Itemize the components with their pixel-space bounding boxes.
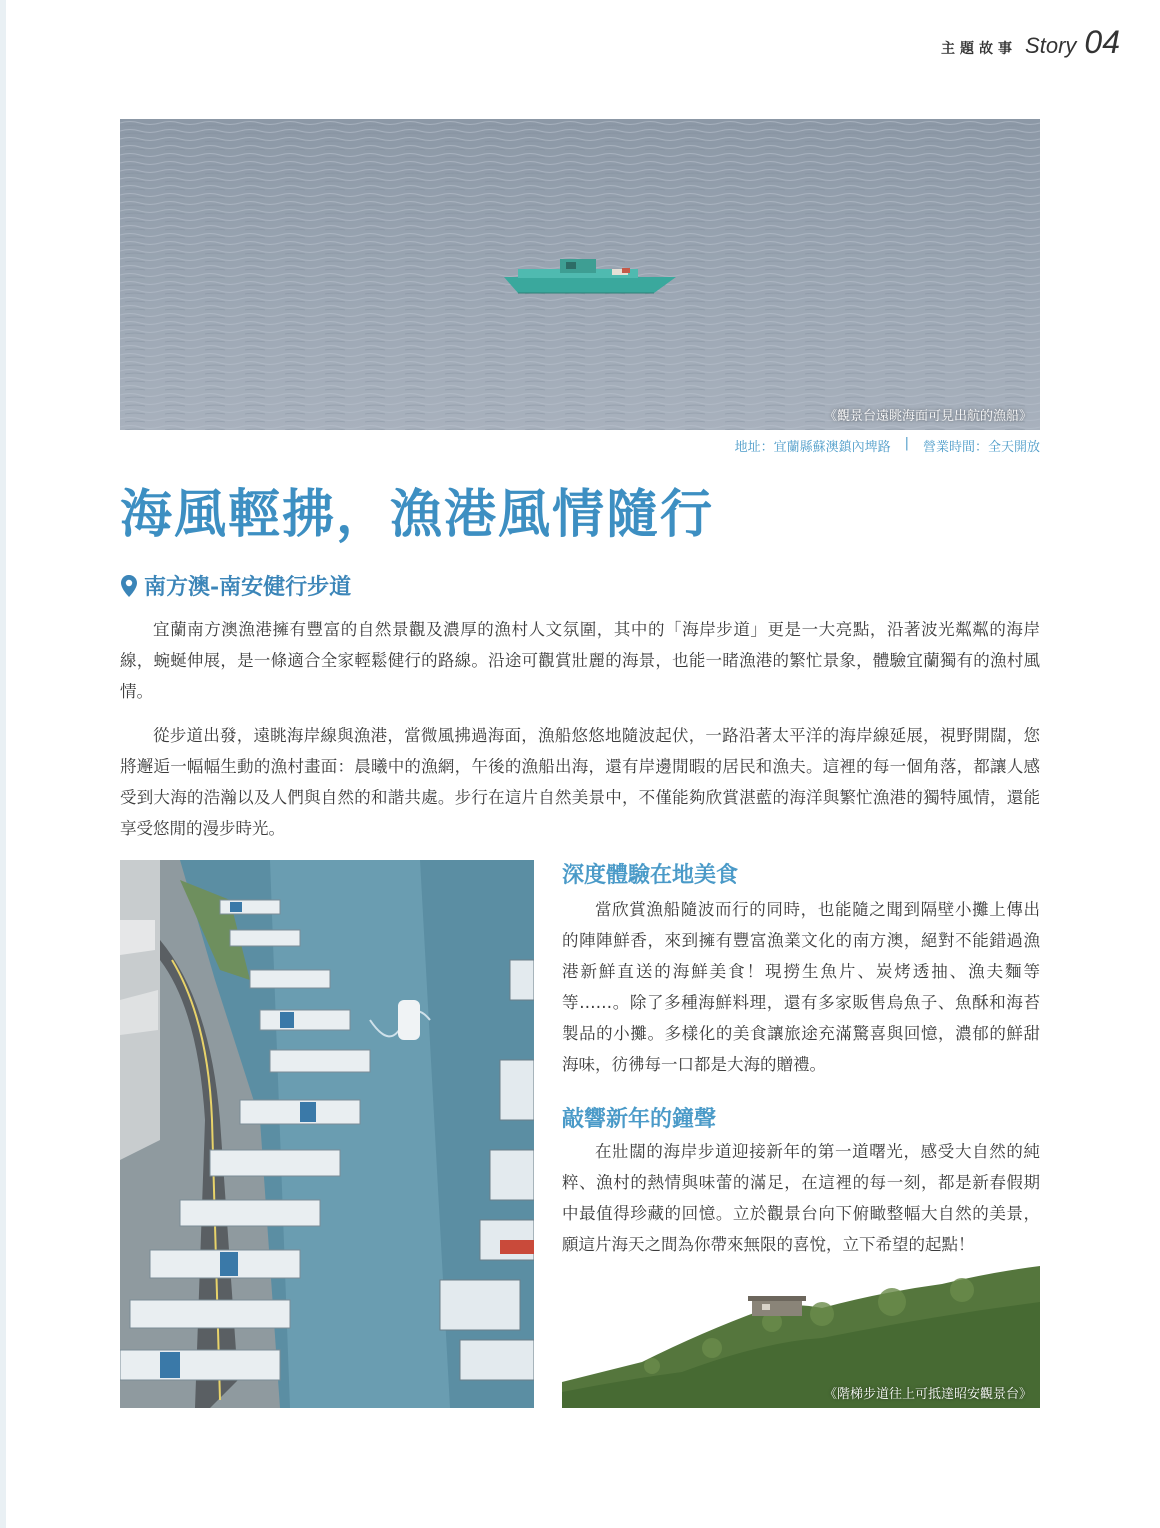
harbor-photo [120, 860, 534, 1408]
photo-caption: 《觀景台遠眺海面可見出航的漁船》 [823, 409, 1032, 424]
newyear-paragraph: 在壯闊的海岸步道迎接新年的第一道曙光，感受大自然的純粹、漁村的熱情與味蕾的滿足，在這裡的每一刻，都是新春假期中最值得珍藏的回憶。立於觀景台向下俯瞰整幅大自然的美景，願這片海天之間為你帶來無限的喜悅，立下希望的起點！ [562, 1142, 1040, 1254]
address-text: 地址：宜蘭縣蘇澳鎮內埤路 [734, 440, 891, 455]
newyear-heading: 敲響新年的鐘聲 [562, 1106, 717, 1132]
page-edge-bar [0, 0, 6, 1528]
info-line [735, 436, 1040, 455]
page-header [941, 24, 1120, 61]
sea-boat-photo [120, 119, 1040, 430]
trail-name: 南方澳-南安健行步道 [144, 574, 352, 600]
page-number: 04 [1084, 24, 1120, 60]
page-title: 海風輕拂，漁港風情隨行 [120, 484, 715, 545]
map-pin-icon [120, 574, 138, 598]
intro-paragraph: 宜蘭南方澳漁港擁有豐富的自然景觀及濃厚的漁村人文氛圍，其中的「海岸步道」更是一大亮點，沿著波光粼粼的海岸線，蜿蜒伸展，是一條適合全家輕鬆健行的路線。沿途可觀賞壯麗的海景，也能一睹漁港的繁忙景象，體驗宜蘭獨有的漁村風情。 [120, 620, 1040, 701]
hours-text: 營業時間：全天開放 [922, 440, 1040, 455]
photo-caption: 《階梯步道往上可抵達昭安觀景台》 [823, 1387, 1032, 1402]
trail-heading [120, 570, 351, 601]
story-label: Story [1025, 33, 1077, 58]
info-separator: | [904, 436, 909, 451]
food-paragraph: 當欣賞漁船隨波而行的同時，也能隨之聞到隔壁小攤上傳出的陣陣鮮香，來到擁有豐富漁業文化的南方澳，絕對不能錯過漁港新鮮直送的海鮮美食！現撈生魚片、炭烤透抽、漁夫麵等等……。除了多種海鮮料理，還有多家販售烏魚子、魚酥和海苔製品的小攤。多樣化的美食讓旅途充滿驚喜與回憶，濃郁的鮮甜海味，彷彿每一口都是大海的贈禮。 [562, 900, 1040, 1074]
section-label: 主題故事 [941, 41, 1018, 57]
walk-paragraph: 從步道出發，遠眺海岸線與漁港，當微風拂過海面，漁船悠悠地隨波起伏，一路沿著太平洋的海岸線延展，視野開闊，您將邂逅一幅幅生動的漁村畫面：晨曦中的漁網，午後的漁船出海，還有岸邊閒暇的居民和漁夫。這裡的每一個角落，都讓人感受到大海的浩瀚以及人們與自然的和諧共處。步行在這片自然美景中，不僅能夠欣賞湛藍的海洋與繁忙漁港的獨特風情，還能享受悠閒的漫步時光。 [120, 726, 1040, 838]
food-heading: 深度體驗在地美食 [562, 862, 739, 888]
hill-viewpoint-photo [562, 1262, 1040, 1408]
